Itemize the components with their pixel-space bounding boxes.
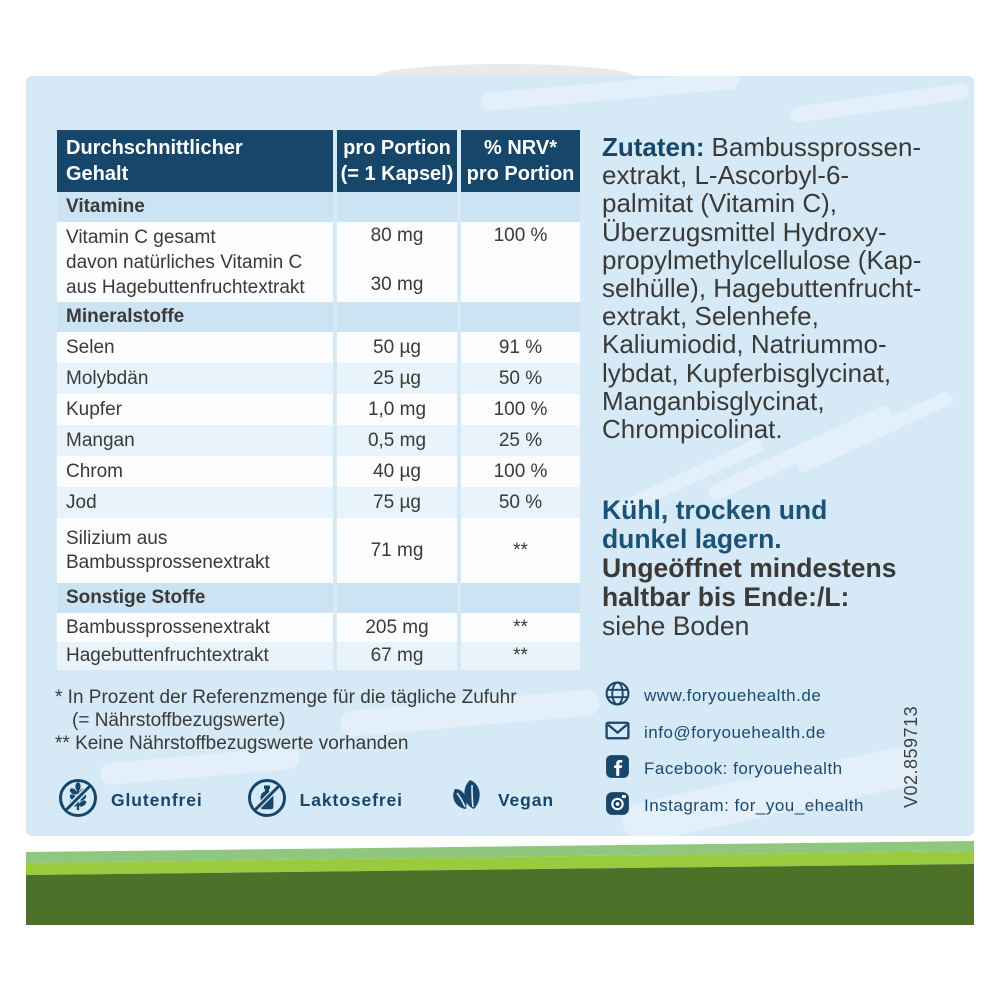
nutrient-name-line: aus Hagebuttenfruchtextrakt: [66, 276, 305, 298]
header-per-portion: [337, 130, 457, 192]
amount-natural: 30 mg: [370, 274, 424, 295]
instagram-icon: [604, 790, 631, 822]
ingredients-line: selhülle), Hagebuttenfrucht-: [602, 273, 922, 304]
section-spacer: [337, 192, 457, 222]
badge-label: Laktosefrei: [299, 790, 403, 810]
nutrition-table: [57, 130, 580, 670]
nutrient-amount: 50 µg: [337, 332, 457, 363]
section-label: Sonstige Stoffe: [57, 583, 333, 613]
nutrient-name: [57, 518, 333, 583]
nutrient-nrv: 50 %: [461, 363, 580, 394]
contact-text: Facebook: foryouehealth: [644, 759, 843, 779]
facebook-icon: [604, 753, 631, 785]
see-bottom-line: siehe Boden: [602, 611, 750, 641]
best-before-line: haltbar bis Ende:/L:: [602, 582, 850, 612]
nutrient-name: Selen: [57, 332, 333, 363]
nutrient-amount: 40 µg: [337, 456, 457, 487]
badge-laktosefrei: [245, 776, 403, 825]
nutrient-amount: 25 µg: [337, 363, 457, 394]
nutrient-name: Jod: [57, 487, 333, 518]
table-row-vitamin-c: [57, 222, 580, 302]
ingredients-line: extrakt, Selenhefe,: [602, 301, 819, 332]
nutrient-name: Bambussprossenextrakt: [57, 613, 333, 642]
nutrient-nrv: [461, 222, 580, 302]
contact-email: [604, 715, 864, 752]
ingredients-line: Chrompicolinat.: [602, 414, 783, 445]
nutrient-nrv: 100 %: [461, 394, 580, 425]
contact-text: info@foryouehealth.de: [644, 722, 826, 742]
nutrient-name-line: Vitamin C gesamt: [66, 226, 216, 248]
footnotes: [55, 686, 517, 755]
table-row-kupfer: [57, 394, 580, 425]
header-nrv: [461, 130, 580, 192]
best-before-line: Ungeöffnet mindestens: [602, 553, 897, 583]
header-line: Gehalt: [66, 163, 129, 185]
ingredients-line: Bambussprossen-: [711, 132, 922, 162]
ingredients-line: Manganbisglycinat,: [602, 385, 825, 416]
table-section-sonstige: [57, 583, 580, 613]
nutrient-name: [57, 222, 333, 302]
ingredients-line: extrakt, L-Ascorbyl-6-: [602, 160, 850, 191]
nutrient-name: Molybdän: [57, 363, 333, 394]
table-header-row: [57, 130, 580, 192]
nutrient-amount: 205 mg: [337, 613, 457, 642]
table-row-chrom: [57, 456, 580, 487]
storage-block: [602, 496, 896, 641]
batch-code: V02.859713: [901, 705, 921, 808]
section-spacer: [337, 302, 457, 332]
contact-facebook: [604, 751, 864, 788]
nutrient-name: Hagebuttenfruchtextrakt: [57, 642, 333, 670]
diet-badges: [56, 776, 554, 825]
nutrient-nrv: 91 %: [461, 332, 580, 363]
lactose-free-icon: [245, 776, 289, 825]
header-line: pro Portion: [466, 163, 575, 185]
header-line: (= 1 Kapsel): [340, 163, 454, 185]
ingredients-label: Zutaten:: [602, 132, 705, 162]
nutrient-amount: 75 µg: [337, 487, 457, 518]
footnote-nrv-definition-cont: (= Nährstoffbezugswerte): [72, 710, 286, 731]
globe-icon: [604, 680, 631, 712]
nutrient-name: Kupfer: [57, 394, 333, 425]
vegan-icon: [445, 777, 487, 824]
nutrient-name-line: Bambussprossenextrakt: [66, 551, 270, 573]
nrv-value: 100 %: [493, 225, 548, 246]
nutrient-amount: 1,0 mg: [337, 394, 457, 425]
nutrient-nrv: **: [461, 613, 580, 642]
amount-total: 80 mg: [370, 225, 424, 246]
section-spacer: [461, 583, 580, 613]
nutrient-nrv: 50 %: [461, 487, 580, 518]
contact-text: www.foryouehealth.de: [644, 686, 822, 706]
ingredients-block: [602, 133, 921, 443]
nutrient-amount: 71 mg: [337, 518, 457, 583]
section-spacer: [337, 583, 457, 613]
green-footer-bands: [26, 838, 974, 928]
table-row-selen: [57, 332, 580, 363]
contact-instagram: [604, 788, 864, 825]
nutrient-nrv: 25 %: [461, 425, 580, 456]
nutrient-name-line: Silizium aus: [66, 527, 168, 549]
email-icon: [604, 717, 631, 749]
table-row-mangan: [57, 425, 580, 456]
table-row-hagebuttenfruchtextrakt: [57, 642, 580, 670]
contact-block: [604, 678, 864, 824]
table-row-bambussprossenextrakt: [57, 613, 580, 642]
badge-vegan: [445, 777, 554, 824]
badge-label: Vegan: [497, 790, 554, 810]
contact-text: Instagram: for_you_ehealth: [644, 795, 864, 815]
nutrient-amount: 0,5 mg: [337, 425, 457, 456]
header-line: Durchschnittlicher: [66, 137, 243, 159]
footnote-nrv-definition: * In Prozent der Referenzmenge für die tägliche Zufuhr: [55, 687, 517, 708]
contact-website: [604, 678, 864, 715]
table-row-silizium: [57, 518, 580, 583]
nutrient-amount: [337, 222, 457, 302]
badge-label: Glutenfrei: [111, 790, 203, 810]
section-label: Mineralstoffe: [57, 302, 333, 332]
gluten-free-icon: [56, 776, 100, 825]
nutrient-amount: 67 mg: [337, 642, 457, 670]
header-line: % NRV*: [484, 137, 557, 159]
storage-note-line: dunkel lagern.: [602, 524, 782, 554]
section-spacer: [461, 192, 580, 222]
ingredients-line: propylmethylcellulose (Kap-: [602, 244, 922, 275]
nutrient-nrv: **: [461, 642, 580, 670]
section-label: Vitamine: [57, 192, 333, 222]
nutrient-name: Chrom: [57, 456, 333, 487]
header-line: pro Portion: [343, 137, 451, 159]
ingredients-line: lybdat, Kupferbisglycinat,: [602, 357, 892, 388]
nutrient-name-line: davon natürliches Vitamin C: [66, 251, 303, 273]
footnote-no-nrv: ** Keine Nährstoffbezugswerte vorhanden: [55, 733, 409, 754]
ingredients-line: palmitat (Vitamin C),: [602, 188, 838, 219]
nutrient-name: Mangan: [57, 425, 333, 456]
ingredients-first-line: [602, 133, 921, 161]
table-row-jod: [57, 487, 580, 518]
ingredients-line: Kaliumiodid, Natriummo-: [602, 329, 887, 360]
header-average-content: [57, 130, 333, 192]
ingredients-line: Überzugsmittel Hydroxy-: [602, 216, 887, 247]
nutrient-nrv: **: [461, 518, 580, 583]
table-section-vitamine: [57, 192, 580, 222]
nutrient-nrv: 100 %: [461, 456, 580, 487]
badge-glutenfrei: [56, 776, 203, 825]
storage-note-line: Kühl, trocken und: [602, 495, 828, 525]
section-spacer: [461, 302, 580, 332]
table-section-mineralstoffe: [57, 302, 580, 332]
table-row-molybdaen: [57, 363, 580, 394]
